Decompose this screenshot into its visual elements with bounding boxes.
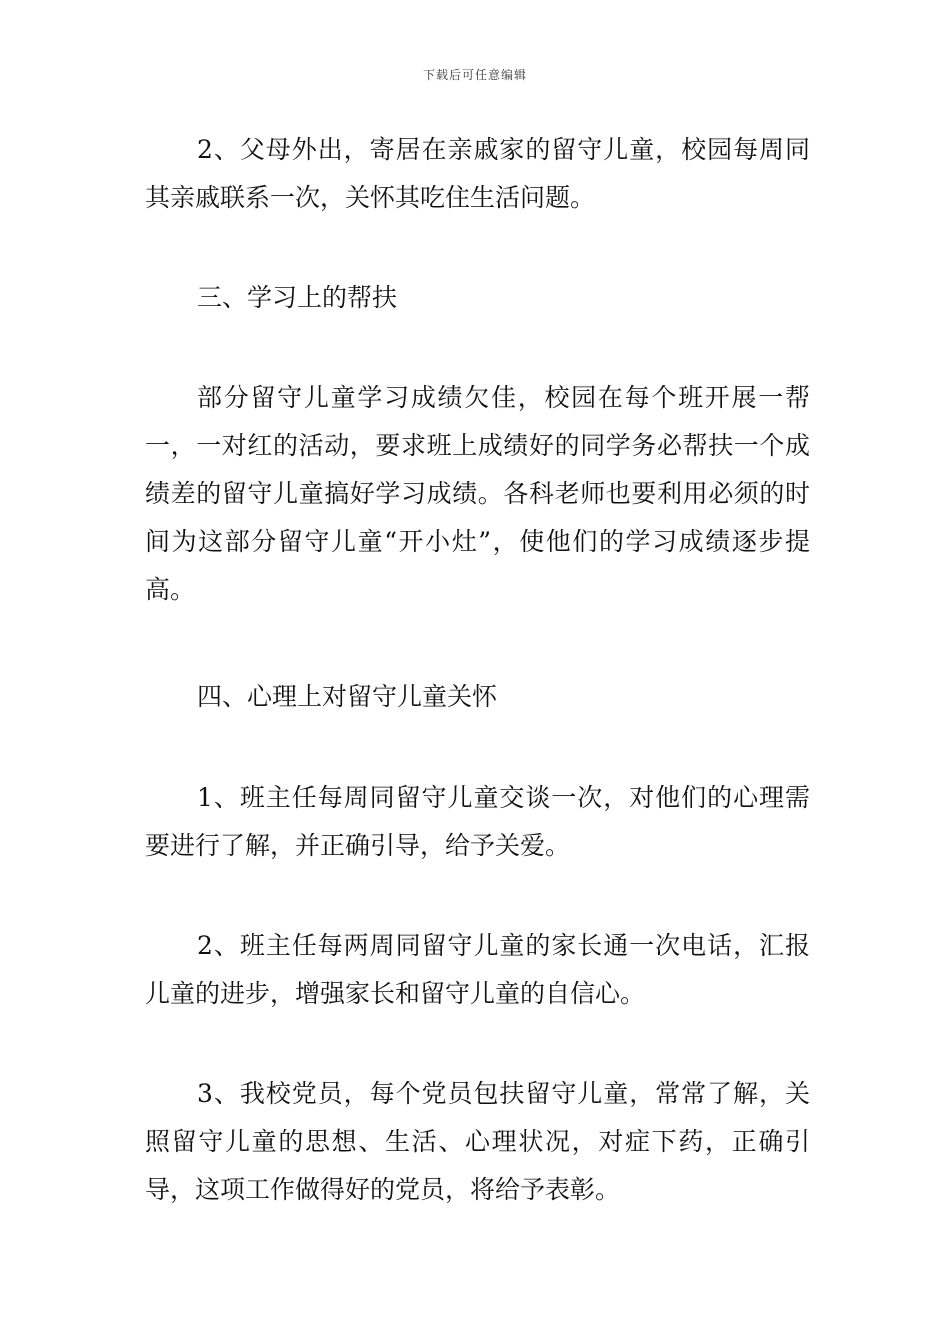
page-header-note: 下载后可任意编辑 — [422, 68, 527, 82]
paragraph-parent-phone-call: 2、班主任每两周同留守儿童的家长通一次电话，汇报儿童的进步，增强家长和留守儿童的自信心。 — [145, 931, 810, 1008]
paragraph-study-support: 部分留守儿童学习成绩欠佳，校园在每个班开展一帮一，一对红的活动，要求班上成绩好的同学务必帮扶一个成绩差的留守儿童搞好学习成绩。各科老师也要利用必须的时间为这部分留守儿童“开小灶”，使他们的学习成绩逐步提高。 — [145, 383, 810, 604]
paragraph-weekly-talk: 1、班主任每周同留守儿童交谈一次，对他们的心理需要进行了解，并正确引导，给予关爱。 — [145, 783, 810, 860]
paragraph-relatives-care: 2、父母外出，寄居在亲戚家的留守儿童，校园每周同其亲戚联系一次，关怀其吃住生活问题。 — [145, 135, 810, 212]
paragraph-party-member-support: 3、我校党员，每个党员包扶留守儿童，常常了解，关照留守儿童的思想、生活、心理状况，对症下药，正确引导，这项工作做得好的党员，将给予表彰。 — [145, 1079, 810, 1204]
section-heading-psychological-care: 四、心理上对留守儿童关怀 — [197, 682, 498, 711]
section-heading-study-support: 三、学习上的帮扶 — [197, 283, 398, 312]
